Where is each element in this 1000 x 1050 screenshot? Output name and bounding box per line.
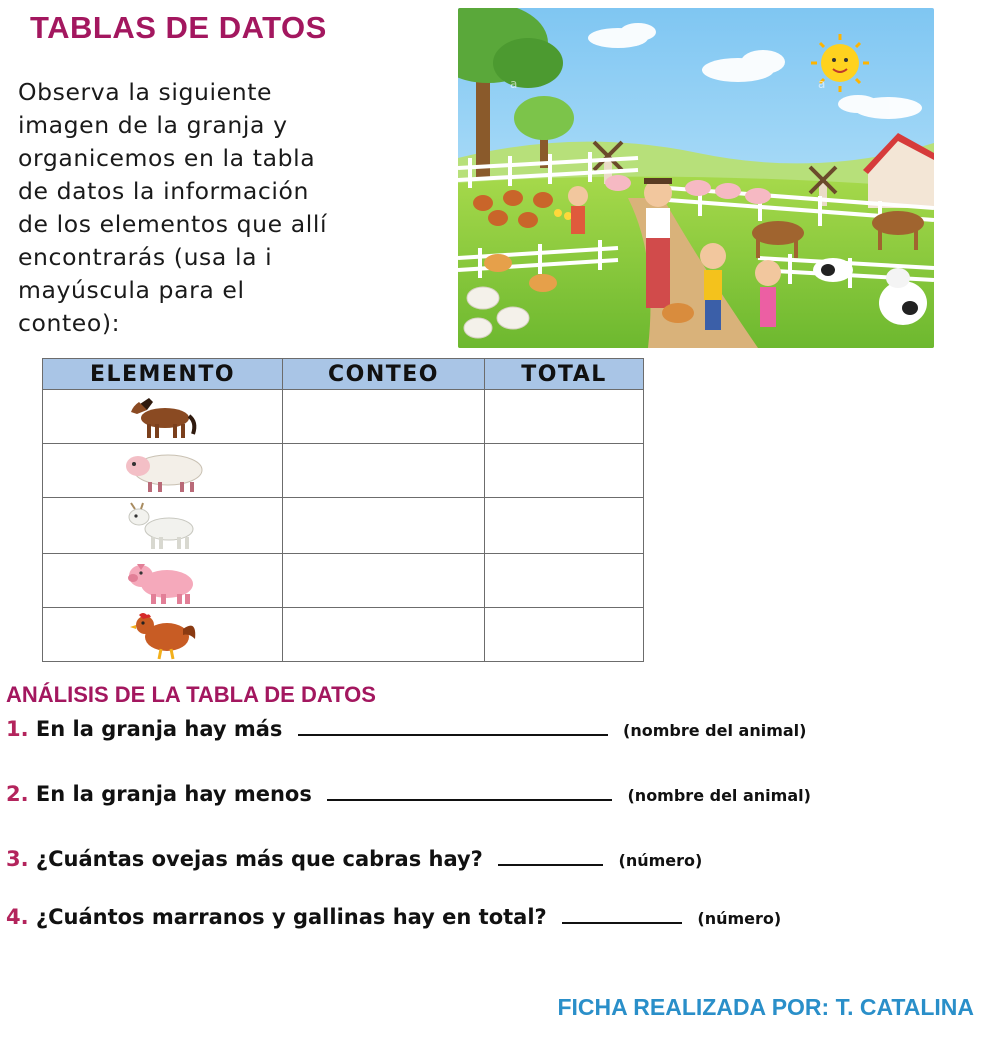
- total-cell[interactable]: [485, 498, 644, 554]
- instructions-line: de los elementos que allí: [18, 210, 328, 238]
- conteo-cell[interactable]: [283, 608, 485, 662]
- question-3: [6, 846, 702, 871]
- column-header-elemento: ELEMENTO: [43, 359, 283, 390]
- question-number: 2.: [6, 782, 29, 806]
- element-cell: [43, 608, 283, 662]
- instructions-line: imagen de la granja y: [18, 111, 288, 139]
- data-table: [42, 358, 644, 662]
- question-number: 3.: [6, 847, 29, 871]
- element-cell: [43, 444, 283, 498]
- watermark-text: a: [818, 77, 826, 91]
- column-header-total: TOTAL: [485, 359, 644, 390]
- watermark-text: a: [510, 77, 518, 91]
- table-row: [43, 390, 644, 444]
- pig-icon: [123, 556, 203, 606]
- conteo-cell[interactable]: [283, 554, 485, 608]
- answer-blank[interactable]: [562, 904, 682, 924]
- question-text: En la granja hay más: [35, 717, 283, 741]
- goat-icon: [123, 501, 203, 551]
- conteo-cell[interactable]: [283, 498, 485, 554]
- horse-icon: [123, 392, 203, 442]
- answer-blank[interactable]: [298, 716, 608, 736]
- page-title: TABLAS DE DATOS: [30, 10, 327, 45]
- question-text: En la granja hay menos: [35, 782, 312, 806]
- total-cell[interactable]: [485, 554, 644, 608]
- question-2: [6, 781, 811, 806]
- column-header-conteo: CONTEO: [283, 359, 485, 390]
- sheep-icon: [118, 448, 208, 494]
- question-4: [6, 904, 781, 929]
- question-number: 1.: [6, 717, 29, 741]
- table-header-row: [43, 359, 644, 390]
- element-cell: [43, 498, 283, 554]
- question-hint: (nombre del animal): [623, 721, 807, 740]
- table-row: [43, 608, 644, 662]
- question-hint: (número): [697, 909, 782, 928]
- question-text: ¿Cuántos marranos y gallinas hay en total?: [35, 905, 547, 929]
- hen-icon: [125, 609, 201, 661]
- table-row: [43, 554, 644, 608]
- author-credit: FICHA REALIZADA POR: T. CATALINA: [557, 994, 974, 1020]
- instructions-line: conteo):: [18, 309, 121, 337]
- instructions-line: de datos la información: [18, 177, 310, 205]
- answer-blank[interactable]: [327, 781, 612, 801]
- conteo-cell[interactable]: [283, 444, 485, 498]
- question-text: ¿Cuántas ovejas más que cabras hay?: [35, 847, 483, 871]
- total-cell[interactable]: [485, 608, 644, 662]
- element-cell: [43, 390, 283, 444]
- instructions-line: mayúscula para el: [18, 276, 245, 304]
- instructions-line: organicemos en la tabla: [18, 144, 316, 172]
- farm-illustration: [458, 8, 934, 348]
- analysis-title: ANÁLISIS DE LA TABLA DE DATOS: [6, 682, 376, 707]
- question-hint: (número): [618, 851, 703, 870]
- conteo-cell[interactable]: [283, 390, 485, 444]
- answer-blank[interactable]: [498, 846, 603, 866]
- instructions-line: encontrarás (usa la i: [18, 243, 273, 271]
- table-row: [43, 444, 644, 498]
- question-hint: (nombre del animal): [627, 786, 811, 805]
- instructions-line: Observa la siguiente: [18, 78, 273, 106]
- element-cell: [43, 554, 283, 608]
- question-number: 4.: [6, 905, 29, 929]
- total-cell[interactable]: [485, 444, 644, 498]
- question-1: [6, 716, 806, 741]
- table-row: [43, 498, 644, 554]
- total-cell[interactable]: [485, 390, 644, 444]
- instructions-text: [18, 76, 438, 340]
